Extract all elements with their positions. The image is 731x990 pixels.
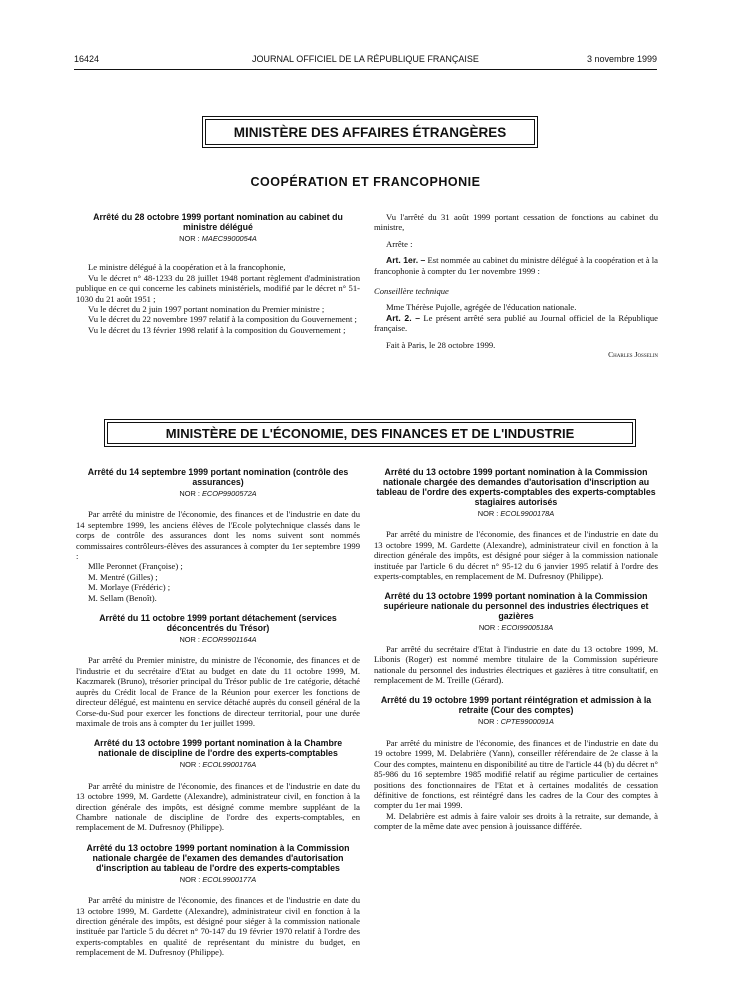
arrete-label: Arrête : [386, 238, 413, 249]
paragraph: Par arrêté du ministre de l'économie, des finances et de l'industrie en date du 19 octobre 1999, M. Delabrière (Yann), conseiller référendaire de 2e classe à la Cour des comptes, maintenu en disponibilité au titre de l'article 44 (b) du décret n° 85-986 du 16 septembre 1985 modifié relatif au régime particulier de certaines positions des fonctionnaires de l'Etat et à certaines modalités de cessation définitive de fonctions, est réintégré dans les cadres de la Cour des comptes à compter du 1er mai 1999. [374, 737, 658, 811]
paragraph: Le ministre délégué à la coopération et à la francophonie, [88, 262, 286, 273]
paragraph: Vu le décret du 22 novembre 1997 relatif à la composition du Gouvernement ; [88, 314, 357, 325]
paragraph: Par arrêté du ministre de l'économie, des finances et de l'industrie en date du 14 septembre 1999, les anciens élèves de l'Ecole polytechnique classés dans le corps de contrôle des assurances dont les noms suivent sont nommés commissaires contrôleurs-élèves des assurances à compter du 1er septembre 1999 : [76, 509, 360, 562]
article-title: Arrêté du 19 octobre 1999 portant réintégration et admission à la retraite (Cour des comptes) [380, 695, 652, 716]
paragraph: Vu le décret n° 48-1233 du 28 juillet 1948 portant règlement d'administration publique en ce qui concerne les cabinets ministériels, modifié par le décret n° 51-1030 du 21 août 1951 ; [76, 272, 360, 304]
running-header [74, 54, 657, 68]
nor-reference: NOR : ECOL9900178A [477, 509, 555, 518]
article-title: Arrêté du 13 octobre 1999 portant nomination à la Commission supérieure nationale du personnel des industries électriques et gazières [383, 591, 649, 622]
ministry-subtitle: COOPÉRATION ET FRANCOPHONIE [250, 175, 481, 189]
paragraph: Par arrêté du Premier ministre, du ministre de l'économie, des finances et de l'industrie et du secrétaire d'Etat au budget en date du 11 octobre 1999, M. Kaczmarek (Bruno), trésorier principal du Trésor public de 1re catégorie, détaché auprès du Crédit local de France de la Réunion pour exercer les fonctions de directeur délégué, est maintenu en service détaché auprès du conseil général de la Corse-du-Sud pour exercer les fonctions de directeur territorial, pour une durée maximale de trois ans à compter du 1er juillet 1999. [76, 655, 360, 728]
article-column-right [374, 467, 658, 832]
article-title: Arrêté du 14 septembre 1999 portant nomination (contrôle des assurances) [87, 467, 349, 487]
nor-reference: NOR : ECOI9900518A [478, 623, 554, 633]
paragraph: M. Delabrière est admis à faire valoir ses droits à la retraite, sur demande, à compter de la même date avec pension à jouissance différée. [374, 810, 658, 832]
appointee: Mme Thérèse Pujolle, agrégée de l'éducation nationale. [386, 302, 577, 313]
paragraph: Par arrêté du ministre de l'économie, des finances et de l'industrie en date du 13 octobre 1999, M. Gardette (Alexandre), administrateur civil, en fonction à la direction générale des impôts, est désigné comme membre suppléant de la Chambre nationale de discipline de l'ordre des experts-comptables, en remplacement de M. Dufresnoy (Philippe). [76, 780, 360, 833]
article-title: Arrêté du 28 octobre 1999 portant nomination au cabinet du ministre délégué [93, 212, 343, 232]
nor-reference: NOR : ECOP9900572A [179, 489, 257, 498]
page-number: 16424 [74, 54, 100, 64]
issue-date: 3 novembre 1999 [586, 54, 657, 64]
nor-reference: NOR : MAEC9900054A [179, 234, 257, 243]
ministry-title: MINISTÈRE DES AFFAIRES ÉTRANGÈRES [233, 124, 507, 140]
article-title: Arrêté du 13 octobre 1999 portant nomination à la Commission nationale chargée de l'examen des demandes d'autorisation d'inscription au tableau de l'ordre des experts-comptables [86, 842, 350, 873]
article-title: Arrêté du 13 octobre 1999 portant nomination à la Commission nationale chargée des demandes d'autorisation d'inscription au tableau de l'ordre des experts-comptables des experts-comptables stagiaires autorisés [376, 467, 656, 507]
paragraph: Vu le décret du 13 février 1998 relatif à la composition du Gouvernement ; [88, 324, 346, 335]
article-1: Art. 1er. – Est nommée au cabinet du ministre délégué à la coopération et à la francophonie à compter du 1er novembre 1999 : [374, 255, 658, 276]
list-item: M. Mentré (Gilles) ; [88, 571, 158, 582]
article-column-left [76, 212, 360, 335]
article-title: Arrêté du 11 octobre 1999 portant détachement (services déconcentrés du Trésor) [99, 613, 337, 634]
role-title: Conseillère technique [374, 286, 449, 297]
list-item: M. Sellam (Benoît). [88, 592, 157, 603]
ministry-title-box [202, 116, 538, 148]
signature: Charles Josselin [608, 350, 658, 360]
paragraph: Par arrêté du ministre de l'économie, des finances et de l'industrie en date du 13 octobre 1999, M. Gardette (Alexandre), administrateur civil en fonction à la direction générale des impôts, est désigné pour siéger à la commission nationale instituée par l'article 5 du décret n° 70-147 du 19 février 1970 relatif à l'ordre des experts-comptables en qualité de représentant du ministre du budget, en remplacement de M. Dufresnoy (Philippe). [76, 895, 360, 958]
article-column-right [374, 212, 658, 360]
nor-reference: NOR : ECOR9901164A [179, 635, 257, 645]
header-rule [74, 69, 657, 70]
paragraph: Par arrêté du secrétaire d'Etat à l'industrie en date du 13 octobre 1999, M. Libonis (Roger) est nommé membre titulaire de la Commission supérieure nationale du personnel des industries électriques et gazières à titre consultatif, en remplacement de M. Treille (Gérard). [374, 643, 658, 686]
ministry-title: MINISTÈRE DE L'ÉCONOMIE, DES FINANCES ET DE L'INDUSTRIE [165, 425, 575, 441]
list-item: M. Morlaye (Frédéric) ; [88, 582, 171, 593]
paragraph: Vu l'arrêté du 31 août 1999 portant cessation de fonctions au cabinet du ministre, [374, 212, 658, 233]
list-item: Mlle Peronnet (Françoise) ; [88, 561, 183, 572]
article-2: Art. 2. – Le présent arrêté sera publié au Journal officiel de la République française. [374, 312, 658, 334]
ministry-title-box [104, 419, 636, 447]
journal-title: JOURNAL OFFICIEL DE LA RÉPUBLIQUE FRANÇAISE [252, 54, 479, 64]
nor-reference: NOR : ECOL9900177A [179, 874, 257, 884]
paragraph: Par arrêté du ministre de l'économie, des finances et de l'industrie en date du 13 octobre 1999, M. Gardette (Alexandre), administrateur civil en fonction à la direction générale des impôts, est désigné pour siéger à la commission nationale instituée par l'article 6 du décret n° 95-12 du 6 janvier 1995 relatif à l'ordre des experts-comptables, en remplacement de M. Dufresnoy (Philippe). [374, 529, 658, 582]
nor-reference: NOR : ECOL9900176A [179, 760, 257, 770]
nor-reference: NOR : CPTE9900091A [477, 717, 554, 727]
paragraph: Vu le décret du 2 juin 1997 portant nomination du Premier ministre ; [88, 304, 325, 315]
article-column-left [76, 467, 360, 958]
article-title: Arrêté du 13 octobre 1999 portant nomination à la Chambre nationale de discipline de l'ordre des experts-comptables [93, 738, 343, 759]
fait-line: Fait à Paris, le 28 octobre 1999. [386, 339, 496, 350]
